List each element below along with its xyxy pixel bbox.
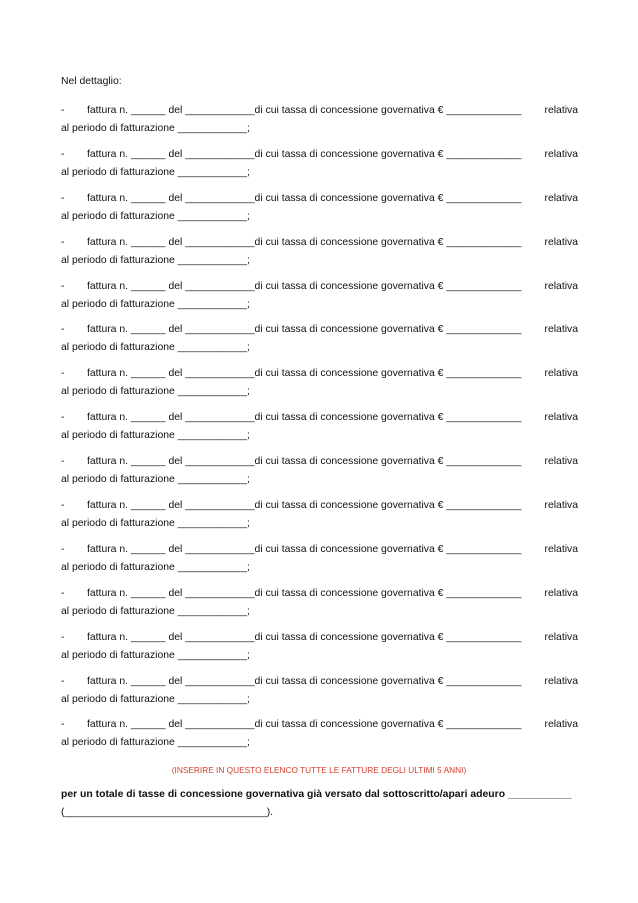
invoice-line-1: [61, 192, 578, 206]
invoice-item: [61, 236, 578, 280]
invoice-line-1: [61, 455, 578, 469]
list-dash: -: [61, 192, 65, 204]
invoice-line-1: [61, 587, 578, 601]
invoice-line-text: fattura n. ______ del ____________di cui tassa di concessione governativa € _____________: [87, 631, 522, 643]
invoice-line-tail: relativa: [544, 368, 578, 380]
list-dash: -: [61, 719, 65, 731]
invoice-line-text: fattura n. ______ del ____________di cui tassa di concessione governativa € _____________: [87, 719, 522, 731]
list-dash: -: [61, 543, 65, 555]
invoice-line-1: [61, 236, 578, 250]
invoice-period-line: al periodo di fatturazione ____________;: [61, 518, 250, 530]
list-dash: -: [61, 412, 65, 424]
invoice-line-tail: relativa: [544, 631, 578, 643]
invoice-line-text: fattura n. ______ del ____________di cui tassa di concessione governativa € _____________: [87, 675, 522, 687]
invoice-period-line: al periodo di fatturazione ____________;: [61, 298, 250, 310]
list-dash: -: [61, 368, 65, 380]
invoice-line-tail: relativa: [544, 587, 578, 599]
invoice-period-line: al periodo di fatturazione ____________;: [61, 561, 250, 573]
invoice-item: [61, 718, 578, 762]
invoice-item: [61, 104, 578, 148]
invoice-line-1: [61, 499, 578, 513]
invoice-period-line: al periodo di fatturazione ____________;: [61, 474, 250, 486]
invoice-line-text: fattura n. ______ del ____________di cui tassa di concessione governativa € _____________: [87, 280, 522, 292]
invoice-item: [61, 148, 578, 192]
total-amount-in-words: (___________________________________).: [61, 807, 274, 818]
list-dash: -: [61, 500, 65, 512]
list-dash: -: [61, 675, 65, 687]
invoice-line-text: fattura n. ______ del ____________di cui tassa di concessione governativa € _____________: [87, 500, 522, 512]
invoice-line-1: [61, 280, 578, 294]
list-dash: -: [61, 587, 65, 599]
invoice-line-tail: relativa: [544, 324, 578, 336]
invoice-line-tail: relativa: [544, 192, 578, 204]
invoice-item: [61, 543, 578, 587]
list-dash: -: [61, 236, 65, 248]
invoice-item: [61, 675, 578, 719]
invoice-line-tail: relativa: [544, 456, 578, 468]
invoice-item: [61, 587, 578, 631]
invoice-period-line: al periodo di fatturazione ____________;: [61, 605, 250, 617]
invoice-item: [61, 192, 578, 236]
list-dash: -: [61, 280, 65, 292]
invoice-period-line: al periodo di fatturazione ____________;: [61, 649, 250, 661]
invoice-line-text: fattura n. ______ del ____________di cui tassa di concessione governativa € _____________: [87, 456, 522, 468]
invoice-period-line: al periodo di fatturazione ____________;: [61, 254, 250, 266]
invoice-item: [61, 323, 578, 367]
list-dash: -: [61, 631, 65, 643]
invoice-line-text: fattura n. ______ del ____________di cui tassa di concessione governativa € _____________: [87, 105, 522, 116]
invoice-line-text: fattura n. ______ del ____________di cui tassa di concessione governativa € _____________: [87, 192, 522, 204]
invoice-line-text: fattura n. ______ del ____________di cui tassa di concessione governativa € _____________: [87, 368, 522, 380]
invoice-line-text: fattura n. ______ del ____________di cui tassa di concessione governativa € _____________: [87, 412, 522, 424]
invoice-line-1: [61, 323, 578, 337]
invoice-item: [61, 411, 578, 455]
list-dash: -: [61, 105, 65, 116]
invoice-period-line: al periodo di fatturazione ____________;: [61, 210, 250, 222]
list-dash: -: [61, 148, 65, 160]
invoice-period-line: al periodo di fatturazione ____________;: [61, 342, 250, 354]
intro-text: Nel dettaglio:: [61, 76, 122, 87]
invoice-period-line: al periodo di fatturazione ____________;: [61, 430, 250, 442]
invoice-line-1: [61, 411, 578, 425]
invoice-line-text: fattura n. ______ del ____________di cui tassa di concessione governativa € _____________: [87, 543, 522, 555]
invoice-item: [61, 280, 578, 324]
total-statement: per un totale di tasse di concessione governativa già versato dal sottoscritto/apari adeuro ___________: [61, 789, 572, 800]
invoice-line-1: [61, 718, 578, 732]
invoice-line-tail: relativa: [544, 500, 578, 512]
invoice-item: [61, 367, 578, 411]
list-dash: -: [61, 324, 65, 336]
invoice-line-tail: relativa: [544, 105, 578, 116]
invoice-line-1: [61, 148, 578, 162]
list-dash: -: [61, 456, 65, 468]
invoice-line-tail: relativa: [544, 236, 578, 248]
invoice-line-1: [61, 543, 578, 557]
invoice-item: [61, 631, 578, 675]
invoice-line-text: fattura n. ______ del ____________di cui tassa di concessione governativa € _____________: [87, 324, 522, 336]
invoice-line-1: [61, 675, 578, 689]
invoice-line-1: [61, 631, 578, 645]
invoice-line-tail: relativa: [544, 543, 578, 555]
invoice-line-tail: relativa: [544, 719, 578, 731]
invoice-period-line: al periodo di fatturazione ____________;: [61, 693, 250, 705]
invoice-item: [61, 455, 578, 499]
invoice-period-line: al periodo di fatturazione ____________;: [61, 123, 250, 134]
invoice-line-tail: relativa: [544, 412, 578, 424]
invoice-line-text: fattura n. ______ del ____________di cui tassa di concessione governativa € _____________: [87, 148, 522, 160]
invoice-period-line: al periodo di fatturazione ____________;: [61, 386, 250, 398]
invoice-item: [61, 499, 578, 543]
invoice-period-line: al periodo di fatturazione ____________;: [61, 166, 250, 178]
invoice-line-tail: relativa: [544, 280, 578, 292]
invoice-period-line: al periodo di fatturazione ____________;: [61, 737, 250, 749]
invoice-line-tail: relativa: [544, 675, 578, 687]
invoice-line-text: fattura n. ______ del ____________di cui tassa di concessione governativa € _____________: [87, 236, 522, 248]
invoice-line-1: [61, 104, 578, 118]
invoice-list: [61, 104, 578, 762]
invoice-line-1: [61, 367, 578, 381]
instruction-note: (INSERIRE IN QUESTO ELENCO TUTTE LE FATTURE DEGLI ULTIMI 5 ANNI): [171, 765, 467, 775]
invoice-line-text: fattura n. ______ del ____________di cui tassa di concessione governativa € _____________: [87, 587, 522, 599]
invoice-line-tail: relativa: [544, 148, 578, 160]
